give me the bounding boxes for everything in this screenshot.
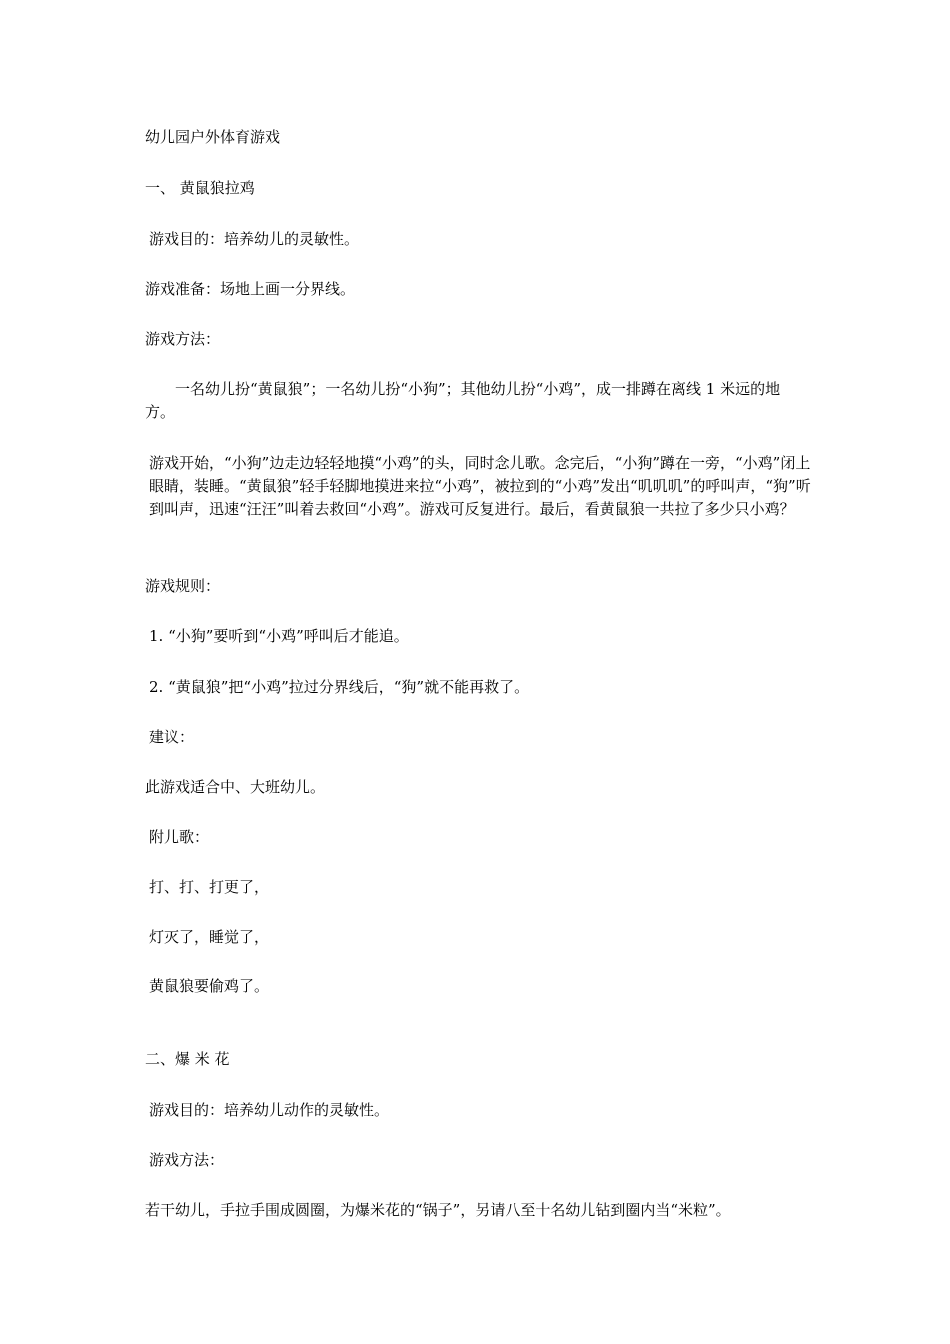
section1-song-line-3: 黄鼠狼要偷鸡了。: [149, 977, 270, 995]
section2-heading: 二、爆 米 花: [145, 1050, 230, 1068]
section1-rule-2: 2. “黄鼠狼”把“小鸡”拉过分界线后，“狗”就不能再救了。: [149, 678, 530, 696]
section2-method-p1: 若干幼儿，手拉手围成圆圈，为爆米花的“锅子”，另请八至十名幼儿钻到圈内当“米粒”。: [145, 1201, 731, 1219]
section1-song-line-1: 打、打、打更了，: [149, 878, 270, 896]
section1-method-label: 游戏方法：: [145, 330, 221, 348]
section1-suggestion: 此游戏适合中、大班幼儿。: [145, 778, 326, 796]
section1-suggestion-label: 建议：: [149, 728, 195, 746]
section1-method-p1: 一名幼儿扮“黄鼠狼”；一名幼儿扮“小狗”；其他幼儿扮“小鸡”，成一排蹲在离线 1 米远的地方。: [145, 380, 781, 421]
section1-rule-1: 1. “小狗”要听到“小鸡”呼叫后才能追。: [149, 627, 409, 645]
section1-song-label: 附儿歌：: [149, 828, 210, 846]
section1-preparation: 游戏准备：场地上画一分界线。: [145, 280, 356, 298]
section1-heading: 一、 黄鼠狼拉鸡: [145, 179, 255, 197]
section1-purpose: 游戏目的：培养幼儿的灵敏性。: [149, 230, 360, 248]
document-title: 幼儿园户外体育游戏: [145, 128, 281, 146]
section1-rules-label: 游戏规则：: [145, 577, 221, 595]
section1-song-line-2: 灯灭了，睡觉了，: [149, 928, 270, 946]
section1-method-p2: 游戏开始，“小狗”边走边轻轻地摸“小鸡”的头，同时念儿歌。念完后，“小狗”蹲在一旁，“小鸡”闭上眼睛，装睡。“黄鼠狼”轻手轻脚地摸进来拉“小鸡”，被拉到的“小鸡”发出“叽叽叽”的呼叫声，“狗”听到叫声，迅速“汪汪”叫着去救回“小鸡”。游戏可反复进行。最后，看黄鼠狼一共拉了多少只小鸡？: [149, 454, 811, 518]
section2-purpose: 游戏目的：培养幼儿动作的灵敏性。: [149, 1101, 390, 1119]
section2-method-label: 游戏方法：: [149, 1151, 225, 1169]
